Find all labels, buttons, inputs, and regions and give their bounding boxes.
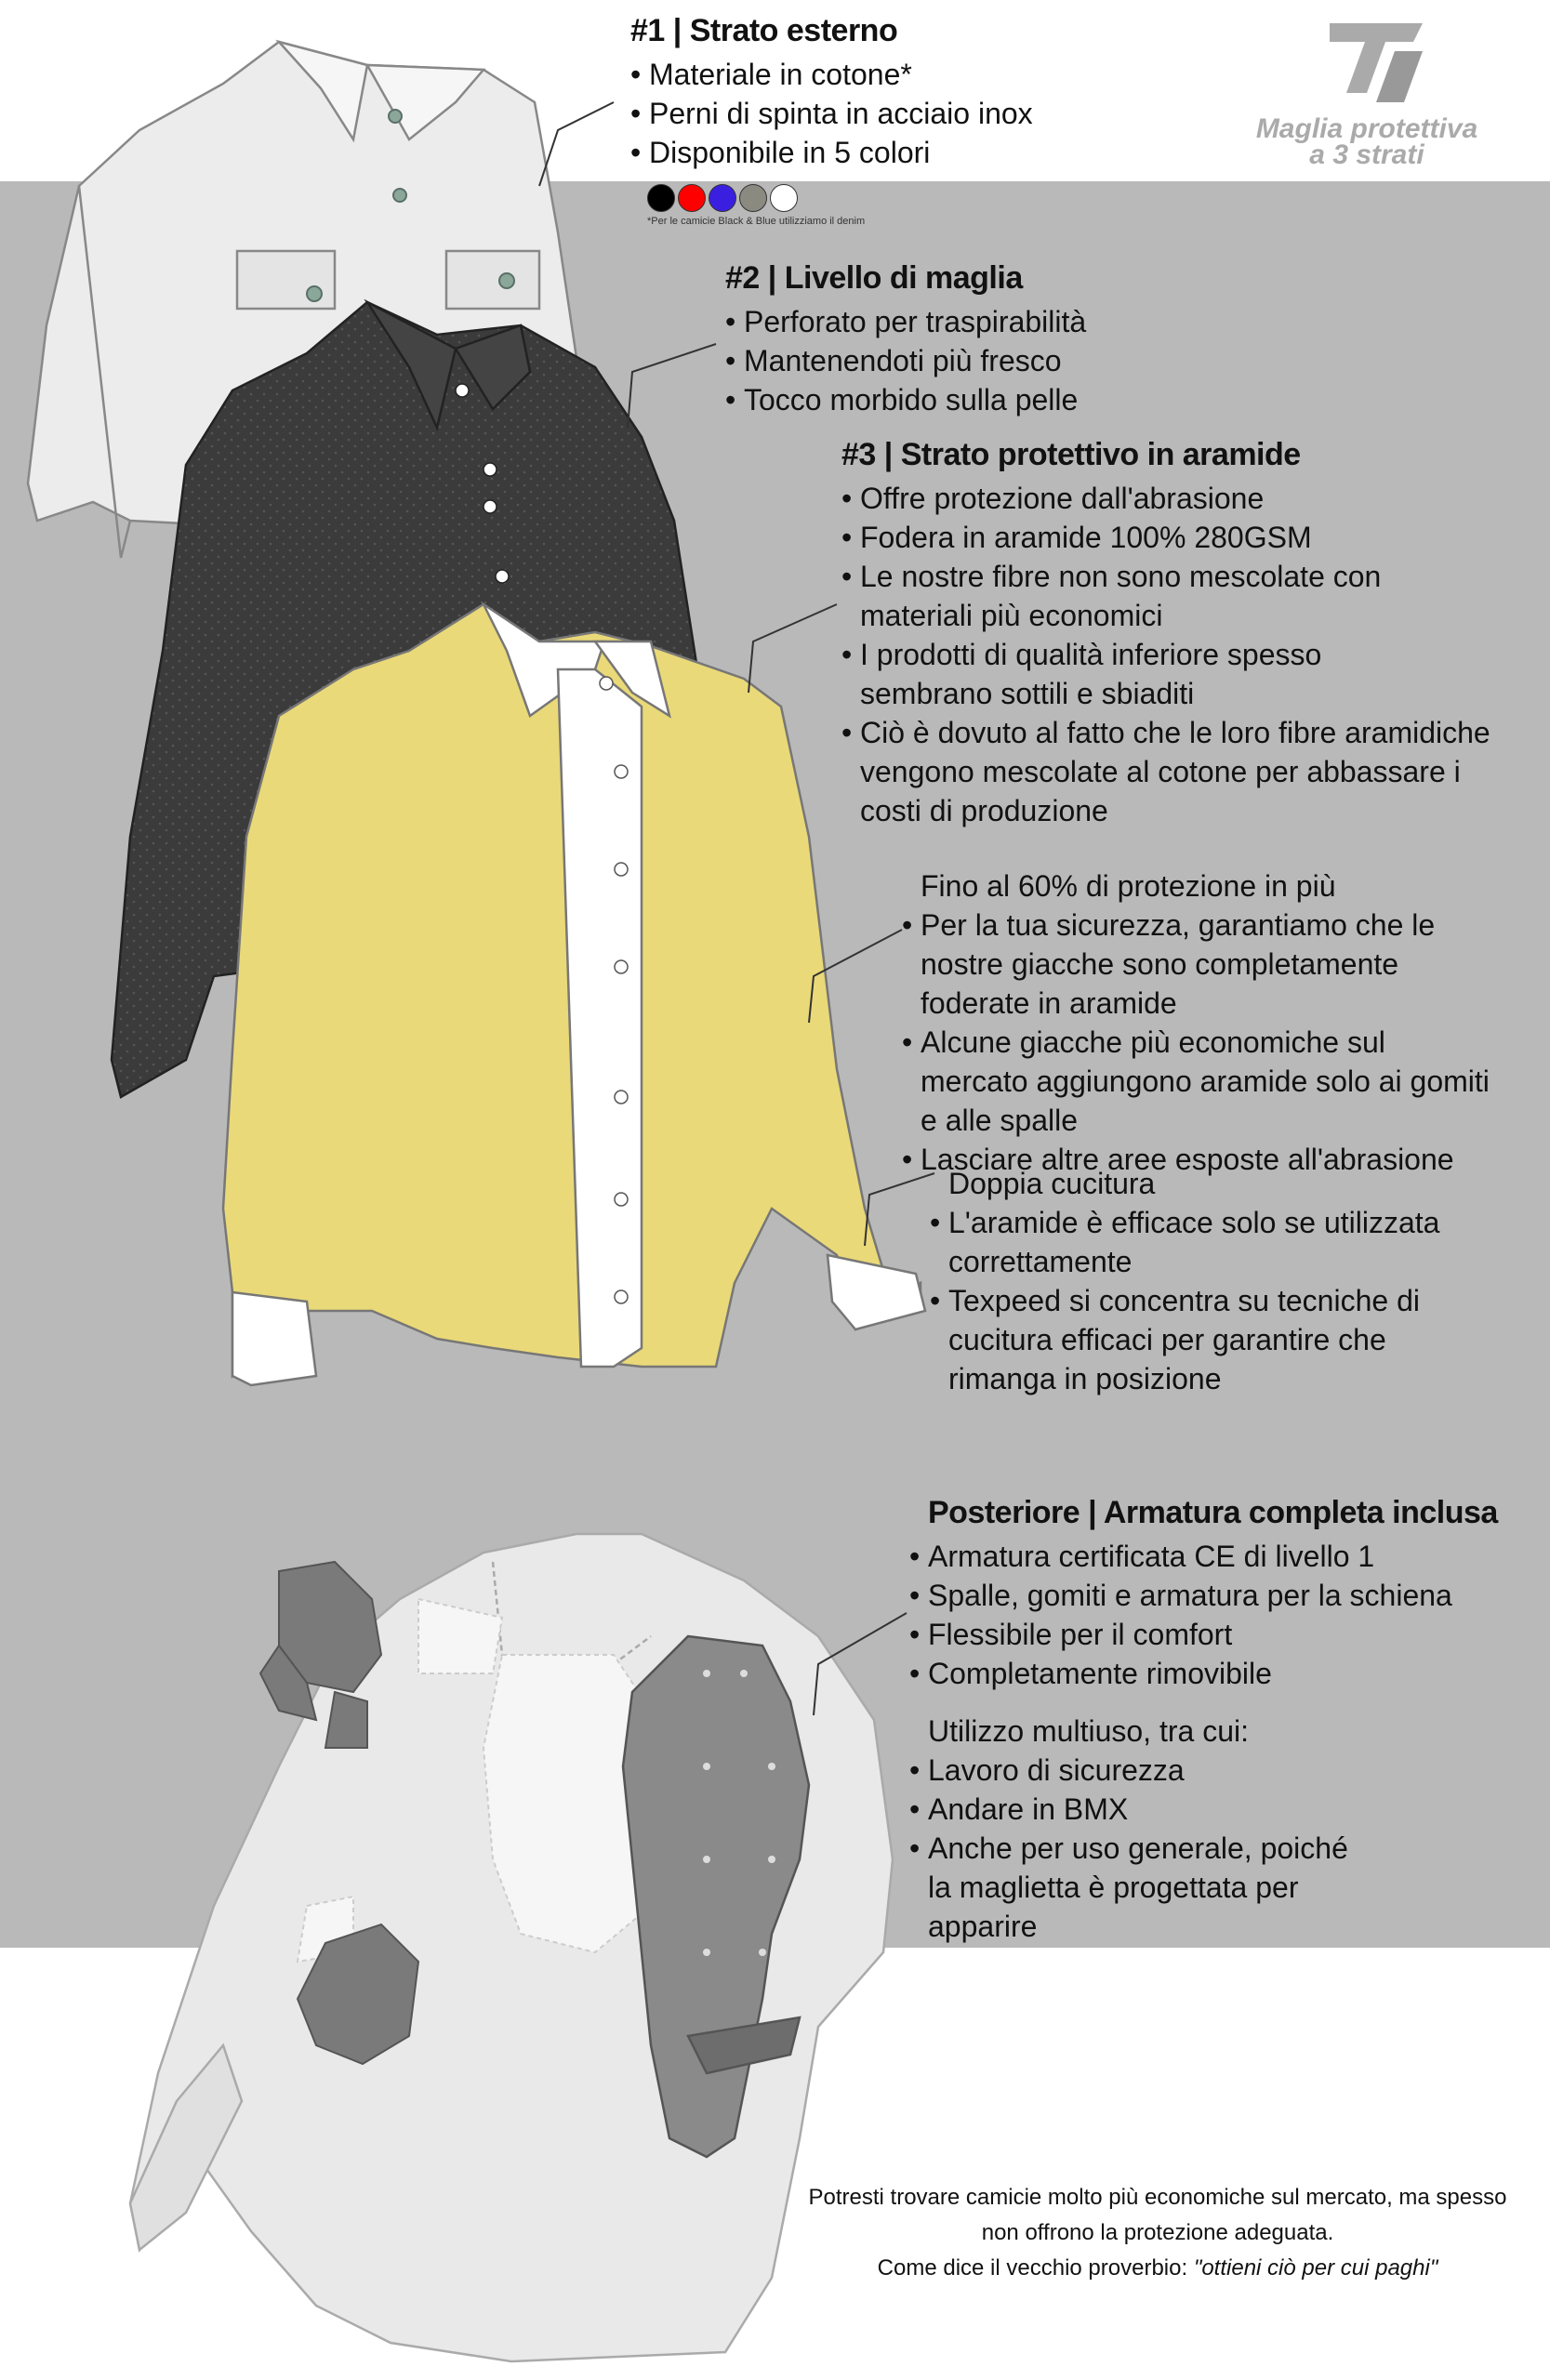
- color-swatch-red: [678, 184, 706, 212]
- footer-line2: non offrono la protezione adeguata.: [981, 2220, 1334, 2245]
- layer1-list: [630, 55, 1188, 172]
- layer1-block: [630, 13, 1188, 172]
- logo-tagline: [1204, 113, 1530, 170]
- protection-item: • Lasciare altre aree esposte all'abrasione: [902, 1140, 1497, 1179]
- leader-line-layer1: [539, 102, 614, 186]
- back-title: Posteriore | Armatura completa inclusa: [928, 1495, 1498, 1530]
- layer3-block: [841, 437, 1492, 830]
- logo-tagline-line2: a 3 strati: [1309, 139, 1424, 170]
- use-item: • Andare in BMX: [909, 1790, 1504, 1829]
- leader-line-layer3: [749, 604, 837, 693]
- protection-item: • Alcune giacche più economiche sul mercato aggiungono aramide solo ai gomiti e alle spalle: [902, 1023, 1497, 1140]
- layer3-item: • Offre protezione dall'abrasione: [841, 479, 1492, 518]
- layer2-block: [725, 260, 1283, 419]
- layer2-list: [725, 302, 1283, 419]
- back-feature-item: • Flessibile per il comfort: [909, 1615, 1504, 1654]
- stitching-item: • Texpeed si concentra su tecniche di cucitura efficaci per garantire che rimanga in posizione: [930, 1281, 1469, 1398]
- layer3-item: • I prodotti di qualità inferiore spesso sembrano sottili e sbiaditi: [841, 635, 1437, 713]
- uses-heading: Utilizzo multiuso, tra cui:: [928, 1714, 1249, 1748]
- protection-item: • Per la tua sicurezza, garantiamo che le nostre giacche sono completamente foderate in aramide: [902, 906, 1497, 1023]
- layer2-item: • Tocco morbido sulla pelle: [725, 380, 1283, 419]
- color-swatch-grey: [739, 184, 767, 212]
- uses-list: [909, 1751, 1504, 1946]
- layer3-item: • Le nostre fibre non sono mescolate con materiali più economici: [841, 557, 1464, 635]
- layer1-title: #1 | Strato esterno: [630, 13, 898, 48]
- leader-line-stitching: [865, 1173, 934, 1246]
- back-features-list: [909, 1537, 1504, 1693]
- layer2-item: • Perforato per traspirabilità: [725, 302, 1283, 341]
- layer2-title: #2 | Livello di maglia: [725, 260, 1023, 296]
- footer-line3-prefix: Come dice il vecchio proverbio:: [877, 2255, 1194, 2281]
- color-swatch-white: [770, 184, 798, 212]
- layer3-title: #3 | Strato protettivo in aramide: [841, 437, 1301, 472]
- layer1-item: • Materiale in cotone*: [630, 55, 1188, 94]
- layer2-item: • Mantenendoti più fresco: [725, 341, 1283, 380]
- use-item: • Anche per uso generale, poiché la maglietta è progettata per apparire: [909, 1829, 1374, 1946]
- layer1-item: • Disponibile in 5 colori: [630, 133, 1188, 172]
- back-feature-item: • Completamente rimovibile: [909, 1654, 1504, 1693]
- layer3-item: • Fodera in aramide 100% 280GSM: [841, 518, 1492, 557]
- denim-note: *Per le camicie Black & Blue utilizziamo il denim: [647, 216, 866, 227]
- layer3-list: [841, 479, 1492, 830]
- footer-line1: Potresti trovare camicie molto più economiche sul mercato, ma spesso: [808, 2185, 1507, 2210]
- leader-line-layer2: [628, 344, 716, 428]
- footer-line3: [795, 2251, 1520, 2286]
- color-swatch-black: [647, 184, 675, 212]
- color-swatches: [647, 184, 798, 212]
- layer1-item: • Perni di spinta in acciaio inox: [630, 94, 1188, 133]
- back-feature-item: • Spalle, gomiti e armatura per la schiena: [909, 1576, 1504, 1615]
- stitching-block: [930, 1164, 1469, 1398]
- protection-list: [902, 906, 1497, 1179]
- logo-icon: [1330, 23, 1423, 102]
- protection-block: [902, 866, 1497, 1179]
- protection-heading: Fino al 60% di protezione in più: [921, 869, 1336, 903]
- footer-quote: "ottieni ciò per cui paghi": [1193, 2255, 1438, 2281]
- footer-note: [795, 2180, 1520, 2286]
- back-block: [909, 1495, 1504, 1946]
- stitching-heading: Doppia cucitura: [948, 1167, 1156, 1200]
- use-item: • Lavoro di sicurezza: [909, 1751, 1504, 1790]
- logo-tagline-line1: Maglia protettiva: [1255, 113, 1478, 144]
- stitching-list: [930, 1203, 1469, 1398]
- back-feature-item: • Armatura certificata CE di livello 1: [909, 1537, 1504, 1576]
- color-swatch-blue: [709, 184, 736, 212]
- stitching-item: • L'aramide è efficace solo se utilizzata correttamente: [930, 1203, 1469, 1281]
- layer3-item: • Ciò è dovuto al fatto che le loro fibre aramidiche vengono mescolate al cotone per abbassare i costi di produzione: [841, 713, 1492, 830]
